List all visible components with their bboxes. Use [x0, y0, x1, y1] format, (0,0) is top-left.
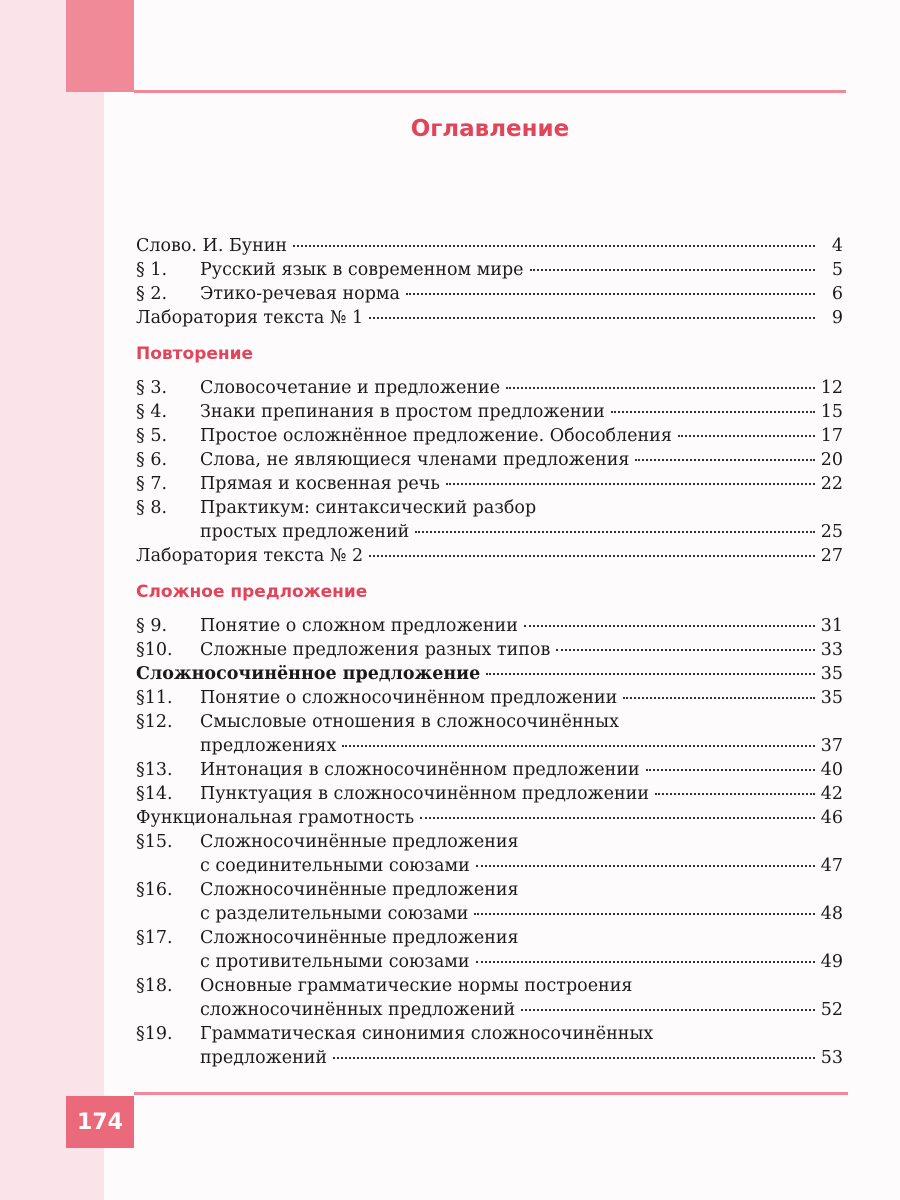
page-ref: 6 — [831, 284, 843, 304]
paragraph-number: § 1. — [136, 260, 168, 280]
dot-leader — [293, 245, 815, 247]
paragraph-number: § 6. — [136, 450, 168, 470]
entry-title: Смысловые отношения в сложносочинённых — [200, 712, 619, 732]
toc-line — [136, 974, 843, 998]
toc-line — [136, 306, 843, 330]
dot-leader — [446, 483, 815, 485]
toc-line — [136, 782, 843, 806]
top-color-tab — [66, 0, 134, 92]
entry-title: Понятие о сложном предложении — [200, 616, 518, 636]
toc-line — [136, 1022, 843, 1046]
toc-line — [136, 376, 843, 400]
entry-title: сложносочинённых предложений — [200, 1000, 516, 1020]
dot-leader — [476, 865, 815, 867]
entry-title: Словосочетание и предложение — [200, 378, 501, 398]
page-ref: 42 — [820, 784, 843, 804]
page-ref: 49 — [820, 952, 843, 972]
dot-leader — [521, 1009, 815, 1011]
toc-entry[interactable] — [136, 662, 843, 686]
toc-entry[interactable] — [136, 376, 843, 400]
entry-title: Основные грамматические нормы построения — [200, 976, 633, 996]
page-ref: 46 — [820, 808, 843, 828]
toc-entry[interactable] — [136, 782, 843, 806]
page-ref: 12 — [820, 378, 843, 398]
page-title: Оглавление — [410, 116, 570, 142]
toc-line — [136, 234, 843, 258]
entry-title: с соединительными союзами — [200, 856, 470, 876]
paragraph-number: § 2. — [136, 284, 168, 304]
dot-leader — [506, 387, 815, 389]
entry-title: Русский язык в современном мире — [200, 260, 524, 280]
toc-line — [136, 758, 843, 782]
toc-entry[interactable] — [136, 710, 843, 758]
section-heading: Повторение — [136, 344, 254, 364]
page-ref: 52 — [820, 1000, 843, 1020]
toc-line — [136, 806, 843, 830]
dot-leader — [611, 411, 815, 413]
entry-title: Простое осложнённое предложение. Обособления — [200, 426, 672, 446]
toc-entry[interactable] — [136, 258, 843, 282]
entry-title: Практикум: синтаксический разбор — [200, 498, 537, 518]
page-ref: 15 — [820, 402, 843, 422]
toc-entry[interactable] — [136, 926, 843, 974]
toc-line — [136, 710, 843, 734]
toc-group — [136, 342, 843, 568]
entry-title: Знаки препинания в простом предложении — [200, 402, 605, 422]
paragraph-number: §17. — [136, 928, 173, 948]
toc-line — [136, 448, 843, 472]
toc-line — [136, 424, 843, 448]
dot-leader — [369, 317, 815, 319]
paragraph-number: §13. — [136, 760, 173, 780]
table-of-contents — [136, 234, 843, 1070]
entry-title: Сложносочинённое предложение — [136, 664, 481, 684]
dot-leader — [486, 673, 814, 675]
paragraph-number: §12. — [136, 712, 173, 732]
entry-title: Лаборатория текста № 1 — [136, 308, 364, 328]
toc-line — [136, 662, 843, 686]
dot-leader — [635, 459, 814, 461]
toc-entry[interactable] — [136, 758, 843, 782]
toc-entry[interactable] — [136, 306, 843, 330]
dot-leader — [646, 769, 815, 771]
entry-title: Сложные предложения разных типов — [200, 640, 551, 660]
entry-title: Этико-речевая норма — [200, 284, 400, 304]
page-ref: 22 — [820, 474, 843, 494]
page-ref: 5 — [831, 260, 843, 280]
dot-leader — [623, 697, 814, 699]
toc-line — [136, 258, 843, 282]
dot-leader — [342, 745, 814, 747]
toc-line — [136, 950, 843, 974]
toc-line — [136, 686, 843, 710]
entry-title: Лаборатория текста № 2 — [136, 546, 364, 566]
page-ref: 47 — [820, 856, 843, 876]
section-heading: Сложное предложение — [136, 582, 368, 602]
paragraph-number: §15. — [136, 832, 173, 852]
entry-title: Прямая и косвенная речь — [200, 474, 440, 494]
page-ref: 53 — [820, 1048, 843, 1068]
toc-line — [136, 926, 843, 950]
toc-line — [136, 1046, 843, 1070]
dot-leader — [406, 293, 815, 295]
paragraph-number: § 9. — [136, 616, 168, 636]
paragraph-number: §18. — [136, 976, 173, 996]
toc-line — [136, 734, 843, 758]
entry-title: с противительными союзами — [200, 952, 470, 972]
toc-entry[interactable] — [136, 400, 843, 424]
paragraph-number: §11. — [136, 688, 173, 708]
page-ref: 48 — [820, 904, 843, 924]
toc-entry[interactable] — [136, 544, 843, 568]
toc-entry[interactable] — [136, 686, 843, 710]
toc-entry[interactable] — [136, 638, 843, 662]
toc-line — [136, 614, 843, 638]
dot-leader — [420, 817, 815, 819]
toc-entry[interactable] — [136, 282, 843, 306]
page-ref: 17 — [820, 426, 843, 446]
toc-line — [136, 544, 843, 568]
paragraph-number: § 7. — [136, 474, 168, 494]
page-ref: 40 — [820, 760, 843, 780]
toc-line — [136, 854, 843, 878]
toc-group — [136, 580, 843, 1070]
page-ref: 20 — [820, 450, 843, 470]
toc-line — [136, 282, 843, 306]
toc-entry[interactable] — [136, 424, 843, 448]
entry-title: с разделительными союзами — [200, 904, 469, 924]
entry-title: Сложносочинённые предложения — [200, 928, 519, 948]
toc-entry[interactable] — [136, 1022, 843, 1070]
entry-title: предложений — [200, 1048, 328, 1068]
toc-line — [136, 878, 843, 902]
toc-line — [136, 496, 843, 520]
toc-entry[interactable] — [136, 878, 843, 926]
toc-line — [136, 520, 843, 544]
dot-leader — [530, 269, 815, 271]
toc-line — [136, 830, 843, 854]
page-ref: 4 — [831, 236, 843, 256]
paragraph-number: § 5. — [136, 426, 168, 446]
dot-leader — [476, 961, 815, 963]
entry-title: Функциональная грамотность — [136, 808, 415, 828]
toc-line — [136, 638, 843, 662]
paragraph-number: §19. — [136, 1024, 173, 1044]
toc-entry[interactable] — [136, 806, 843, 830]
entry-title: Сложносочинённые предложения — [200, 832, 519, 852]
entry-title: предложениях — [200, 736, 337, 756]
entry-title: Сложносочинённые предложения — [200, 880, 519, 900]
entry-title: Интонация в сложносочинённом предложении — [200, 760, 640, 780]
toc-entry[interactable] — [136, 614, 843, 638]
page-ref: 35 — [820, 688, 843, 708]
toc-line — [136, 400, 843, 424]
paragraph-number: §10. — [136, 640, 173, 660]
paragraph-number: § 3. — [136, 378, 168, 398]
toc-entry[interactable] — [136, 448, 843, 472]
page-ref: 31 — [820, 616, 843, 636]
page-ref: 27 — [820, 546, 843, 566]
dot-leader — [415, 531, 814, 533]
bottom-rule — [134, 1092, 848, 1095]
dot-leader — [678, 435, 815, 437]
entry-title: Понятие о сложносочинённом предложении — [200, 688, 618, 708]
entry-title: Слова, не являющиеся членами предложения — [200, 450, 630, 470]
toc-entry[interactable] — [136, 472, 843, 496]
page-ref: 35 — [820, 664, 843, 684]
toc-line — [136, 472, 843, 496]
toc-line — [136, 902, 843, 926]
entry-title: Грамматическая синонимия сложносочинённых — [200, 1024, 654, 1044]
toc-entry[interactable] — [136, 496, 843, 544]
dot-leader — [655, 793, 815, 795]
page-ref: 25 — [820, 522, 843, 542]
dot-leader — [556, 649, 814, 651]
page-ref: 33 — [820, 640, 843, 660]
paragraph-number: §14. — [136, 784, 173, 804]
page-number: 174 — [66, 1096, 134, 1148]
entry-title: простых предложений — [200, 522, 410, 542]
paragraph-number: §16. — [136, 880, 173, 900]
dot-leader — [333, 1057, 815, 1059]
dot-leader — [524, 625, 815, 627]
toc-entry[interactable] — [136, 234, 843, 258]
paragraph-number: § 4. — [136, 402, 168, 422]
toc-group — [136, 234, 843, 330]
entry-title: Слово. И. Бунин — [136, 236, 288, 256]
toc-entry[interactable] — [136, 830, 843, 878]
page-ref: 37 — [820, 736, 843, 756]
entry-title: Пунктуация в сложносочинённом предложении — [200, 784, 649, 804]
toc-line — [136, 998, 843, 1022]
dot-leader — [369, 555, 815, 557]
dot-leader — [474, 913, 814, 915]
top-rule — [134, 90, 846, 93]
paragraph-number: § 8. — [136, 498, 168, 518]
toc-entry[interactable] — [136, 974, 843, 1022]
page-ref: 9 — [831, 308, 843, 328]
